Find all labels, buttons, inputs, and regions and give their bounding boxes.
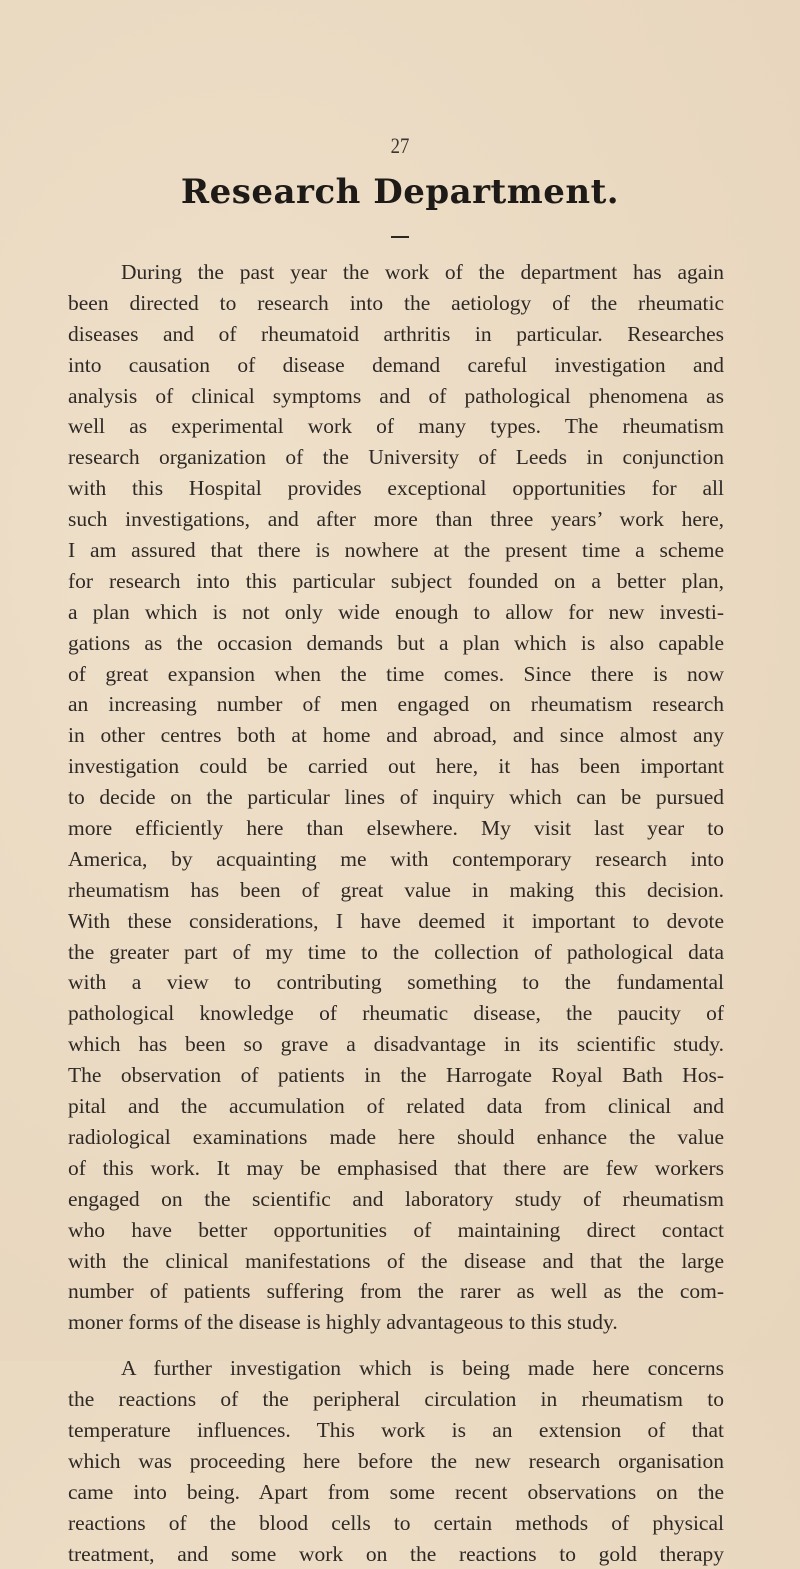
text-line: more efficiently here than elsewhere. My visit last year to	[68, 816, 724, 841]
text-line: number of patients suffering from the rarer as well as the com-	[68, 1279, 724, 1304]
text-line: gations as the occasion demands but a plan which is also capable	[68, 630, 724, 655]
text-line: for research into this particular subject founded on a better plan,	[68, 568, 724, 593]
text-line: I am assured that there is nowhere at the present time a scheme	[68, 538, 724, 563]
text-line: During the past year the work of the department has again	[121, 260, 724, 284]
text-line: of great expansion when the time comes. Since there is now	[68, 661, 724, 686]
text-line: With these considerations, I have deemed it important to devote	[68, 908, 724, 933]
text-line: diseases and of rheumatoid arthritis in particular. Researches	[68, 321, 724, 346]
text-line: well as experimental work of many types. The rheumatism	[68, 414, 724, 439]
title-separator-rule	[391, 236, 409, 238]
text-line: the reactions of the peripheral circulation in rheumatism to	[68, 1387, 724, 1412]
body-text	[68, 257, 724, 1569]
text-line: rheumatism has been of great value in making this decision.	[68, 877, 724, 902]
paragraph	[68, 257, 724, 1338]
text-line: which has been so grave a disadvantage in its scientific study.	[68, 1032, 724, 1057]
text-line: A further investigation which is being made here concerns	[121, 1356, 724, 1381]
text-line: which was proceeding here before the new research organisation	[68, 1448, 724, 1473]
text-line: who have better opportunities of maintaining direct contact	[68, 1217, 724, 1242]
text-line: a plan which is not only wide enough to allow for new investi-	[68, 599, 724, 624]
text-line: analysis of clinical symptoms and of pathological phenomena as	[68, 383, 724, 408]
text-line: treatment, and some work on the reactions to gold therapy	[68, 1541, 724, 1566]
text-line: in other centres both at home and abroad, and since almost any	[68, 723, 724, 748]
page-number: 27	[390, 133, 410, 158]
text-line: research organization of the University of Leeds in conjunction	[68, 445, 724, 470]
text-line: pathological knowledge of rheumatic disease, the paucity of	[68, 1001, 724, 1026]
text-line: to decide on the particular lines of inquiry which can be pursued	[68, 785, 724, 810]
text-line: into causation of disease demand careful investigation and	[68, 352, 724, 377]
text-line: moner forms of the disease is highly advantageous to this study.	[68, 1310, 618, 1335]
paragraph	[68, 1353, 724, 1569]
text-line: with the clinical manifestations of the disease and that the large	[68, 1248, 724, 1273]
text-line: with this Hospital provides exceptional opportunities for all	[68, 476, 724, 501]
text-line: America, by acquainting me with contemporary research into	[68, 846, 724, 871]
text-line: been directed to research into the aetiology of the rheumatic	[68, 290, 724, 315]
text-line: radiological examinations made here should enhance the value	[68, 1124, 724, 1149]
text-line: investigation could be carried out here, it has been important	[68, 754, 724, 779]
text-line: came into being. Apart from some recent observations on the	[68, 1479, 724, 1504]
text-line: reactions of the blood cells to certain methods of physical	[68, 1510, 724, 1535]
text-line: an increasing number of men engaged on rheumatism research	[68, 692, 724, 717]
paragraph-gap	[68, 1338, 724, 1353]
text-line: of this work. It may be emphasised that there are few workers	[68, 1155, 724, 1180]
text-line: the greater part of my time to the collection of pathological data	[68, 939, 724, 964]
text-line: temperature influences. This work is an extension of that	[68, 1417, 724, 1442]
text-line: such investigations, and after more than three years’ work here,	[68, 507, 724, 532]
text-line: pital and the accumulation of related data from clinical and	[68, 1094, 724, 1119]
text-line: engaged on the scientific and laboratory study of rheumatism	[68, 1186, 724, 1211]
text-line: with a view to contributing something to the fundamental	[68, 970, 724, 995]
page-title: Research Department.	[180, 172, 620, 212]
text-line: The observation of patients in the Harrogate Royal Bath Hos-	[68, 1063, 724, 1088]
